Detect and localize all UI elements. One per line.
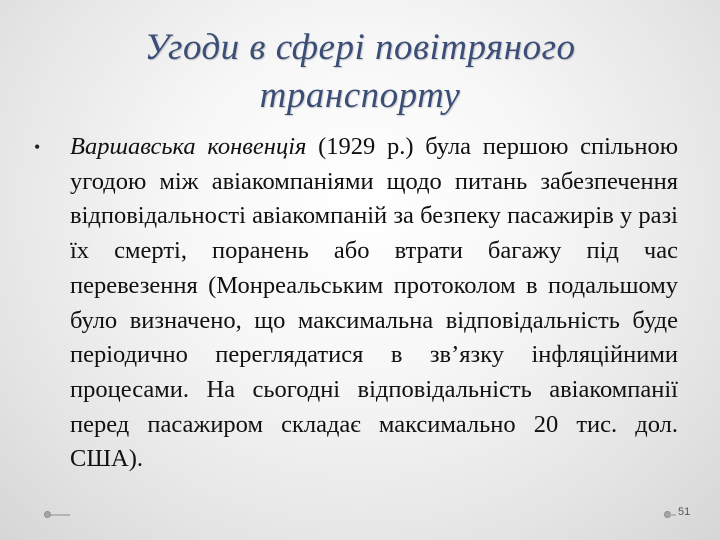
paragraph-emphasis: Варшавська конвенція: [70, 133, 307, 160]
paragraph-text: (1929 р.) була першою спільною угодою між авіакомпаніями щодо питань забезпечення відповідальності авіакомпаній за безпеку пасажирів у разі їх смерті, поранень або втрати багажу під час перевезення (Монреальським протоколом в подальшому було визначено, що максимальна відповідальність буде періодично переглядатися в зв’язку інфляційними процесами. На сьогодні відповідальність авіакомпанії перед пасажиром складає максимально 20 тис. дол. США).: [70, 133, 678, 473]
footer-dot-left-icon: [44, 511, 51, 518]
bullet-icon: •: [34, 137, 41, 157]
footer-line-right: [670, 514, 676, 516]
bullet-paragraph: [70, 130, 678, 477]
slide-title: [60, 24, 660, 120]
footer-line-left: [48, 514, 70, 516]
page-number: 51: [678, 506, 691, 518]
slide-body: [34, 130, 678, 477]
title-line-2: транспорту: [259, 75, 461, 116]
title-line-1: Угоди в сфері повітряного: [144, 27, 576, 68]
